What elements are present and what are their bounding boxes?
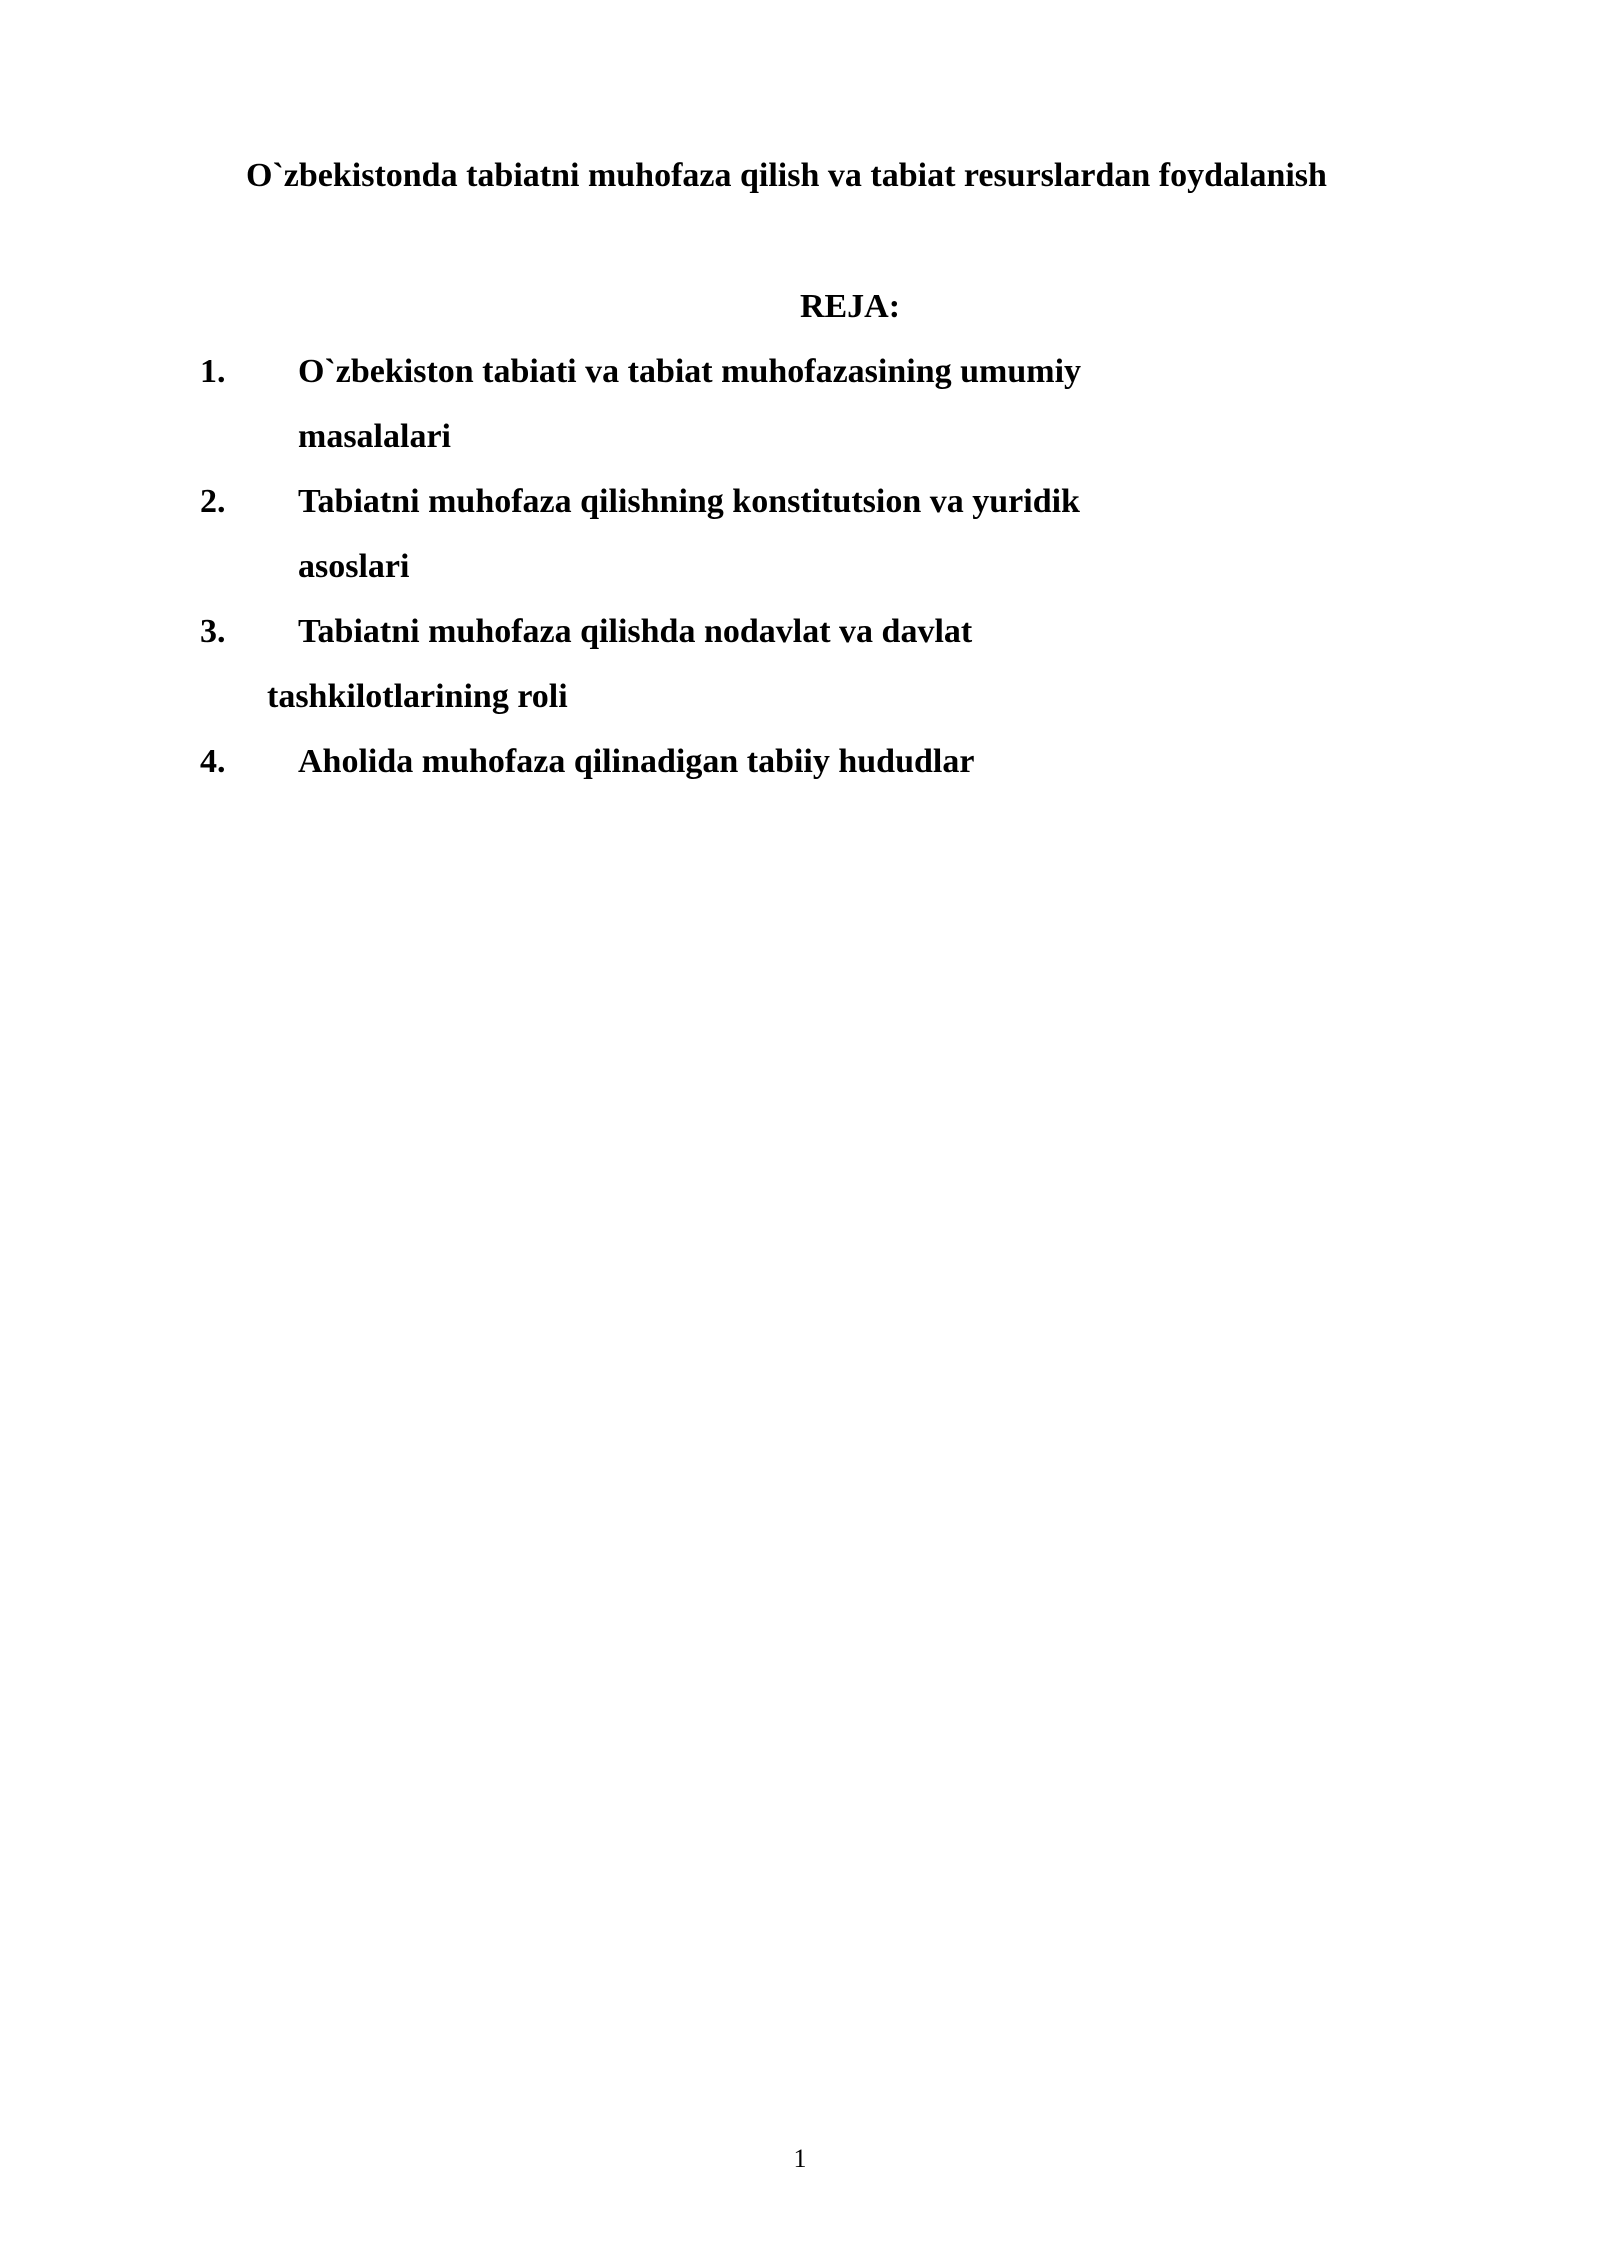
plan-item-1-text: O`zbekiston tabiati va tabiat muhofazasining umumiy bbox=[298, 353, 1082, 390]
plan-item-3-number: 3. bbox=[200, 613, 226, 650]
plan-list bbox=[0, 0, 1600, 900]
plan-item-2-number: 2. bbox=[200, 483, 226, 520]
document-title: O`zbekistonda tabiatni muhofaza qilish va tabiat resurslardan foydalanish bbox=[246, 157, 1327, 194]
plan-heading: REJA: bbox=[799, 288, 901, 325]
plan-item-1-text-continued: masalalari bbox=[298, 418, 451, 455]
plan-item-2-text-continued: asoslari bbox=[298, 548, 410, 585]
plan-item-3-text-continued: tashkilotlarining roli bbox=[267, 678, 568, 715]
plan-item-3-text: Tabiatni muhofaza qilishda nodavlat va davlat bbox=[298, 613, 973, 650]
plan-item-4-number: 4. bbox=[200, 743, 226, 780]
plan-item-2-text: Tabiatni muhofaza qilishning konstitutsion va yuridik bbox=[298, 483, 1080, 520]
plan-item-1-number: 1. bbox=[200, 353, 226, 390]
plan-item-4-text: Aholida muhofaza qilinadigan tabiiy hududlar bbox=[298, 743, 975, 780]
page-number: 1 bbox=[793, 2144, 807, 2173]
